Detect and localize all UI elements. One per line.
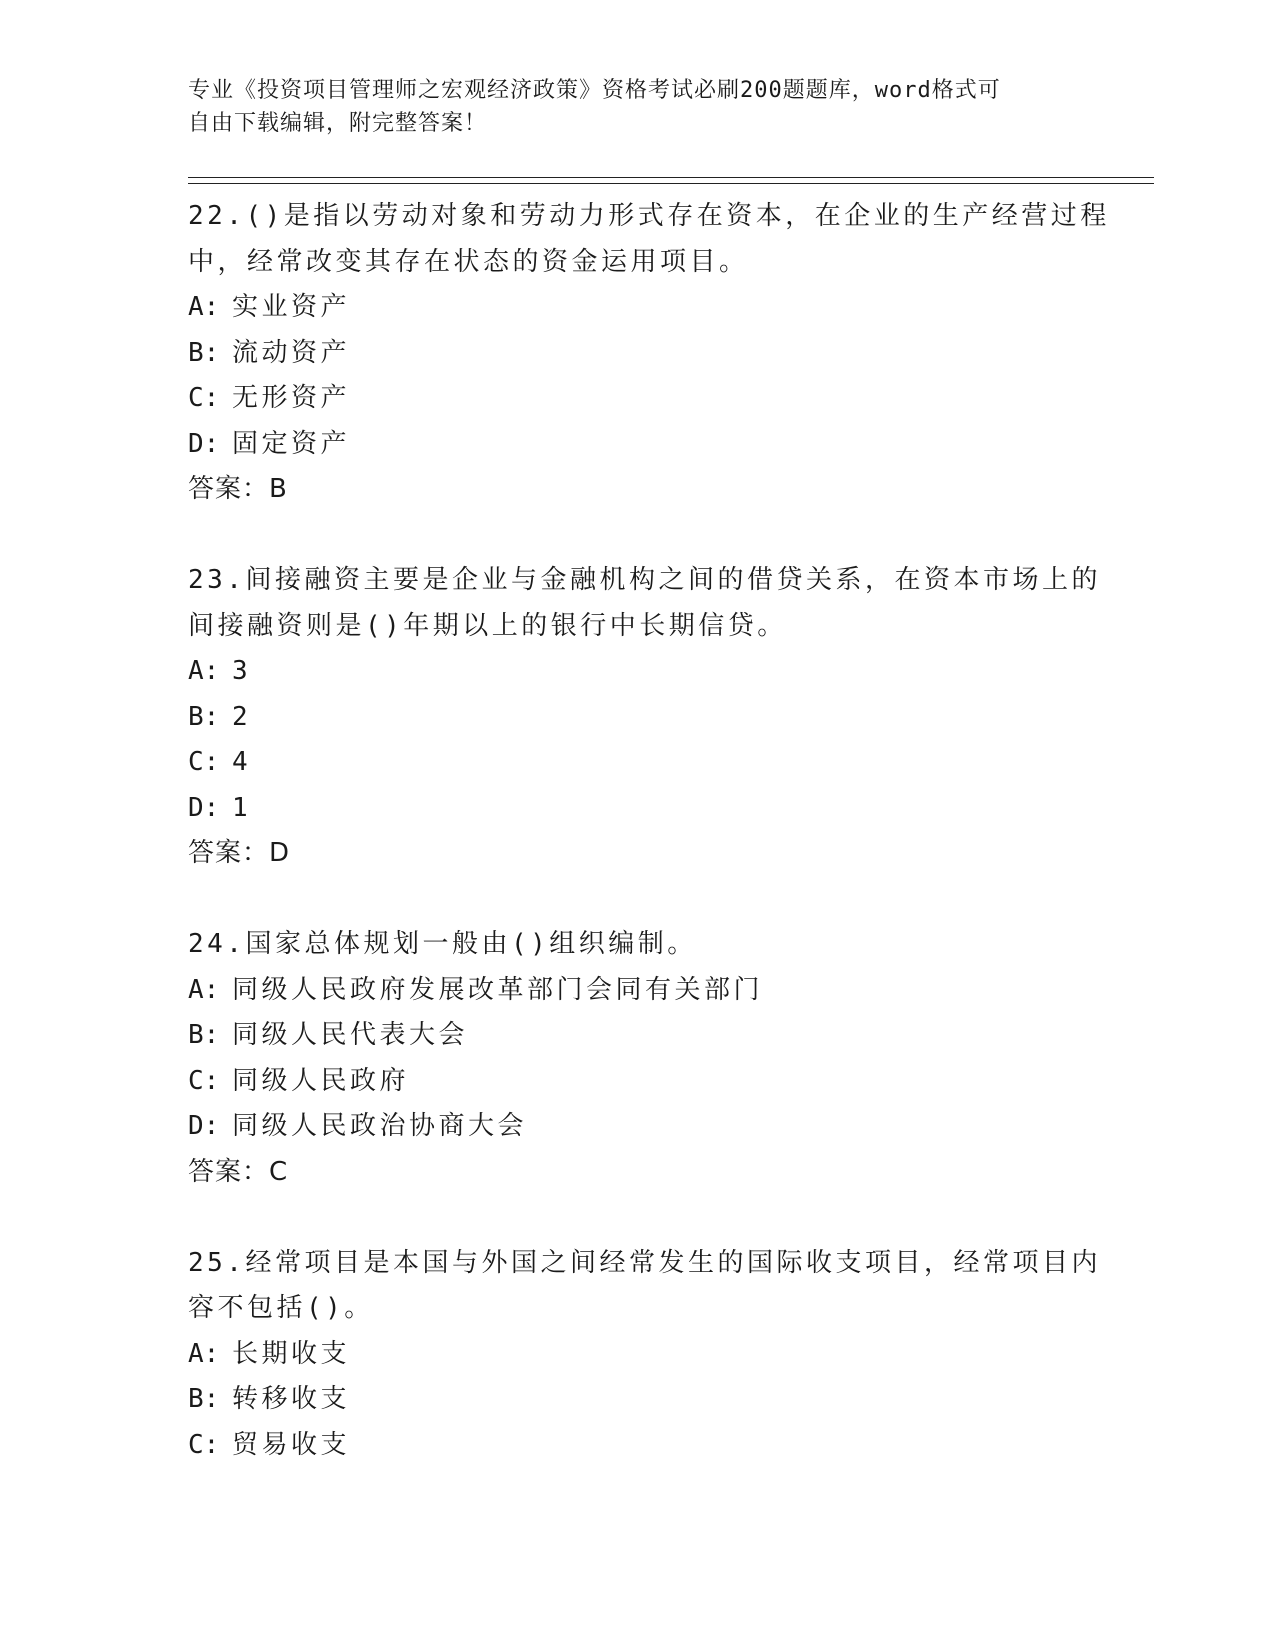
option-key: A: bbox=[188, 656, 220, 686]
question-text-line: 中，经常改变其存在状态的资金运用项目。 bbox=[188, 246, 749, 277]
option-key: A: bbox=[188, 1338, 220, 1369]
question-23 bbox=[188, 558, 1128, 877]
option-text: 流动资产 bbox=[232, 337, 351, 368]
answer-line: 答案：B bbox=[188, 474, 288, 504]
option-key: B: bbox=[188, 1020, 220, 1050]
option-b bbox=[188, 331, 1128, 377]
question-22 bbox=[188, 194, 1128, 513]
question-text-line: 23.间接融资主要是企业与金融机构之间的借贷关系，在资本市场上的 bbox=[188, 565, 1101, 595]
question-text-line: 25.经常项目是本国与外国之间经常发生的国际收支项目，经常项目内 bbox=[188, 1247, 1101, 1278]
header-line-1: 专业《投资项目管理师之宏观经济政策》资格考试必刷200题题库，word格式可 bbox=[188, 78, 1001, 103]
option-a bbox=[188, 968, 1128, 1014]
option-text: 无形资产 bbox=[232, 383, 351, 413]
option-a bbox=[188, 1332, 1128, 1378]
option-key: C: bbox=[188, 747, 220, 777]
spacer bbox=[188, 877, 1128, 923]
option-b bbox=[188, 1013, 1128, 1059]
question-list bbox=[188, 194, 1128, 1468]
option-b bbox=[188, 1377, 1128, 1423]
document-header bbox=[188, 74, 1068, 140]
option-text: 实业资产 bbox=[232, 292, 351, 322]
question-text-line: 24.国家总体规划一般由()组织编制。 bbox=[188, 929, 697, 959]
option-c bbox=[188, 1059, 1128, 1105]
option-key: D: bbox=[188, 792, 220, 823]
option-text: 2 bbox=[232, 701, 252, 732]
question-text-line: 间接融资则是()年期以上的银行中长期信贷。 bbox=[188, 610, 787, 641]
option-key: B: bbox=[188, 1384, 220, 1414]
option-text: 3 bbox=[232, 656, 252, 686]
question-text-line: 22.()是指以劳动对象和劳动力形式存在资本，在企业的生产经营过程 bbox=[188, 201, 1110, 231]
option-d bbox=[188, 1104, 1128, 1150]
option-d bbox=[188, 786, 1128, 832]
option-text: 同级人民政府发展改革部门会同有关部门 bbox=[232, 974, 764, 1005]
option-text: 同级人民政治协商大会 bbox=[232, 1111, 528, 1141]
question-25 bbox=[188, 1241, 1128, 1469]
option-text: 1 bbox=[232, 792, 252, 823]
option-text: 同级人民政府 bbox=[232, 1065, 410, 1096]
option-key: C: bbox=[188, 1429, 220, 1460]
option-text: 贸易收支 bbox=[232, 1429, 351, 1460]
header-divider-bottom bbox=[188, 183, 1154, 184]
option-key: B: bbox=[188, 337, 220, 368]
spacer bbox=[188, 1195, 1128, 1241]
option-text: 长期收支 bbox=[232, 1338, 351, 1369]
option-key: D: bbox=[188, 1111, 220, 1141]
option-key: C: bbox=[188, 383, 220, 413]
option-key: A: bbox=[188, 292, 220, 322]
header-divider-top bbox=[188, 177, 1154, 178]
option-c bbox=[188, 376, 1128, 422]
option-a bbox=[188, 285, 1128, 331]
option-text: 转移收支 bbox=[232, 1384, 351, 1414]
question-text-line: 容不包括()。 bbox=[188, 1293, 374, 1323]
option-key: B: bbox=[188, 701, 220, 732]
option-key: C: bbox=[188, 1065, 220, 1096]
option-c bbox=[188, 740, 1128, 786]
question-24 bbox=[188, 922, 1128, 1195]
spacer bbox=[188, 513, 1128, 559]
option-d bbox=[188, 422, 1128, 468]
answer-line: 答案：D bbox=[188, 838, 291, 868]
option-b bbox=[188, 695, 1128, 741]
answer-line: 答案：C bbox=[188, 1156, 289, 1187]
option-a bbox=[188, 649, 1128, 695]
option-c bbox=[188, 1423, 1128, 1469]
option-key: A: bbox=[188, 974, 220, 1005]
option-text: 固定资产 bbox=[232, 428, 351, 459]
header-line-2: 自由下载编辑，附完整答案！ bbox=[188, 111, 488, 136]
option-text: 4 bbox=[232, 747, 252, 777]
option-text: 同级人民代表大会 bbox=[232, 1020, 469, 1050]
option-key: D: bbox=[188, 428, 220, 459]
